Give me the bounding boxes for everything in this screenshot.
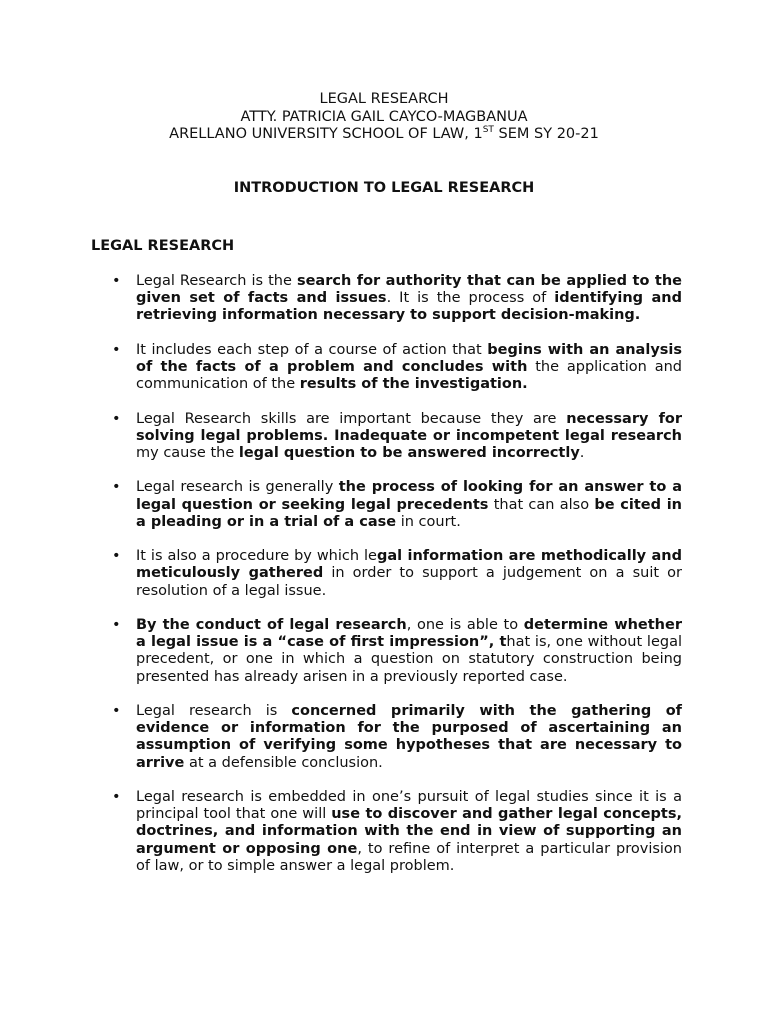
instructor-name: ATTY. PATRICIA GAIL CAYCO-MAGBANUA: [240, 108, 528, 125]
bullet-icon: •: [112, 548, 121, 565]
section-heading: LEGAL RESEARCH: [91, 238, 235, 254]
body-text: in court.: [396, 513, 461, 530]
bullet-item: [112, 479, 682, 531]
bold-text: the process of looking for an answer to a legal question or seeking legal precedents: [136, 479, 682, 513]
body-text: in order to support a judgement on a suit or resolution of a legal issue.: [136, 565, 682, 599]
bullet-item: [112, 411, 682, 463]
bullet-icon: •: [112, 788, 121, 805]
body-text: that can also: [488, 496, 595, 513]
bullet-icon: •: [112, 341, 121, 358]
bullet-icon: •: [112, 410, 121, 427]
body-text: the application and communication of the: [136, 359, 682, 393]
bullet-item: [112, 789, 682, 875]
bold-text: be cited in a pleading or in a trial of a case: [136, 496, 682, 530]
bold-text: results of the investigation.: [299, 376, 528, 393]
bold-text: By the conduct of legal research: [136, 616, 407, 633]
bullet-item: [112, 617, 682, 686]
body-text: It is also a procedure by which le: [136, 548, 377, 565]
bullet-list: [112, 273, 682, 892]
bullet-item: [112, 703, 682, 772]
bullet-icon: •: [112, 702, 121, 719]
body-text: at a defensible conclusion.: [184, 754, 383, 771]
bold-text: legal question to be answered incorrectly: [238, 445, 580, 461]
body-text: Legal research is embedded in one’s pursuit of legal studies since it is a principal tool that one will: [136, 788, 682, 823]
body-text: Legal research is: [136, 702, 292, 719]
body-text: Legal Research skills are important because they are: [136, 410, 567, 427]
bold-text: use to discover and gather legal concepts, doctrines, and information with the end in view of supporting an argument or opposing one: [136, 806, 682, 857]
bold-text: search for authority that can be applied to the given set of facts and issues: [136, 273, 682, 307]
school-semester-line: [0, 126, 768, 144]
bold-text: determine whether a legal issue is a “case of first impression”, t: [136, 616, 682, 651]
body-text: .: [579, 445, 585, 461]
bullet-item: [112, 548, 682, 600]
document-header: [0, 91, 768, 144]
semester-label: SEM SY 20-21: [493, 126, 599, 142]
bullet-item: [112, 342, 682, 394]
bold-text: gal information are methodically and meticulously gathered: [136, 548, 682, 582]
body-text: Legal Research is the: [136, 273, 297, 289]
bullet-item: [112, 273, 682, 325]
body-text: , to refine of interpret a particular provision of law, or to simple answer a legal problem.: [136, 840, 682, 874]
bold-text: identifying and retrieving information necessary to support decision-making.: [136, 290, 682, 324]
body-text: Legal research is generally: [136, 479, 339, 496]
ordinal-suffix: ST: [482, 125, 494, 136]
bold-text: begins with an analysis of the facts of a problem and concludes with: [136, 341, 682, 375]
body-text: my cause the: [136, 445, 239, 461]
body-text: It includes each step of a course of action that: [136, 341, 488, 358]
bullet-icon: •: [112, 479, 121, 496]
bullet-icon: •: [112, 616, 121, 633]
body-text: , one is able to: [406, 616, 524, 633]
bold-text: necessary for solving legal problems. Inadequate or incompetent legal research: [136, 410, 682, 444]
school-name: ARELLANO UNIVERSITY SCHOOL OF LAW, 1: [169, 126, 483, 142]
lecture-title: INTRODUCTION TO LEGAL RESEARCH: [233, 180, 535, 196]
body-text: . It is the process of: [386, 290, 555, 307]
bold-text: concerned primarily with the gathering of evidence or information for the purposed of ascertaining an assumption of verifying some hypotheses that are necessary to arrive: [136, 702, 682, 771]
body-text: hat is, one without legal precedent, or one in which a question on statutory construction being presented has already arisen in a previously reported case.: [136, 634, 682, 685]
bullet-icon: •: [112, 273, 121, 289]
course-title: LEGAL RESEARCH: [319, 91, 449, 107]
